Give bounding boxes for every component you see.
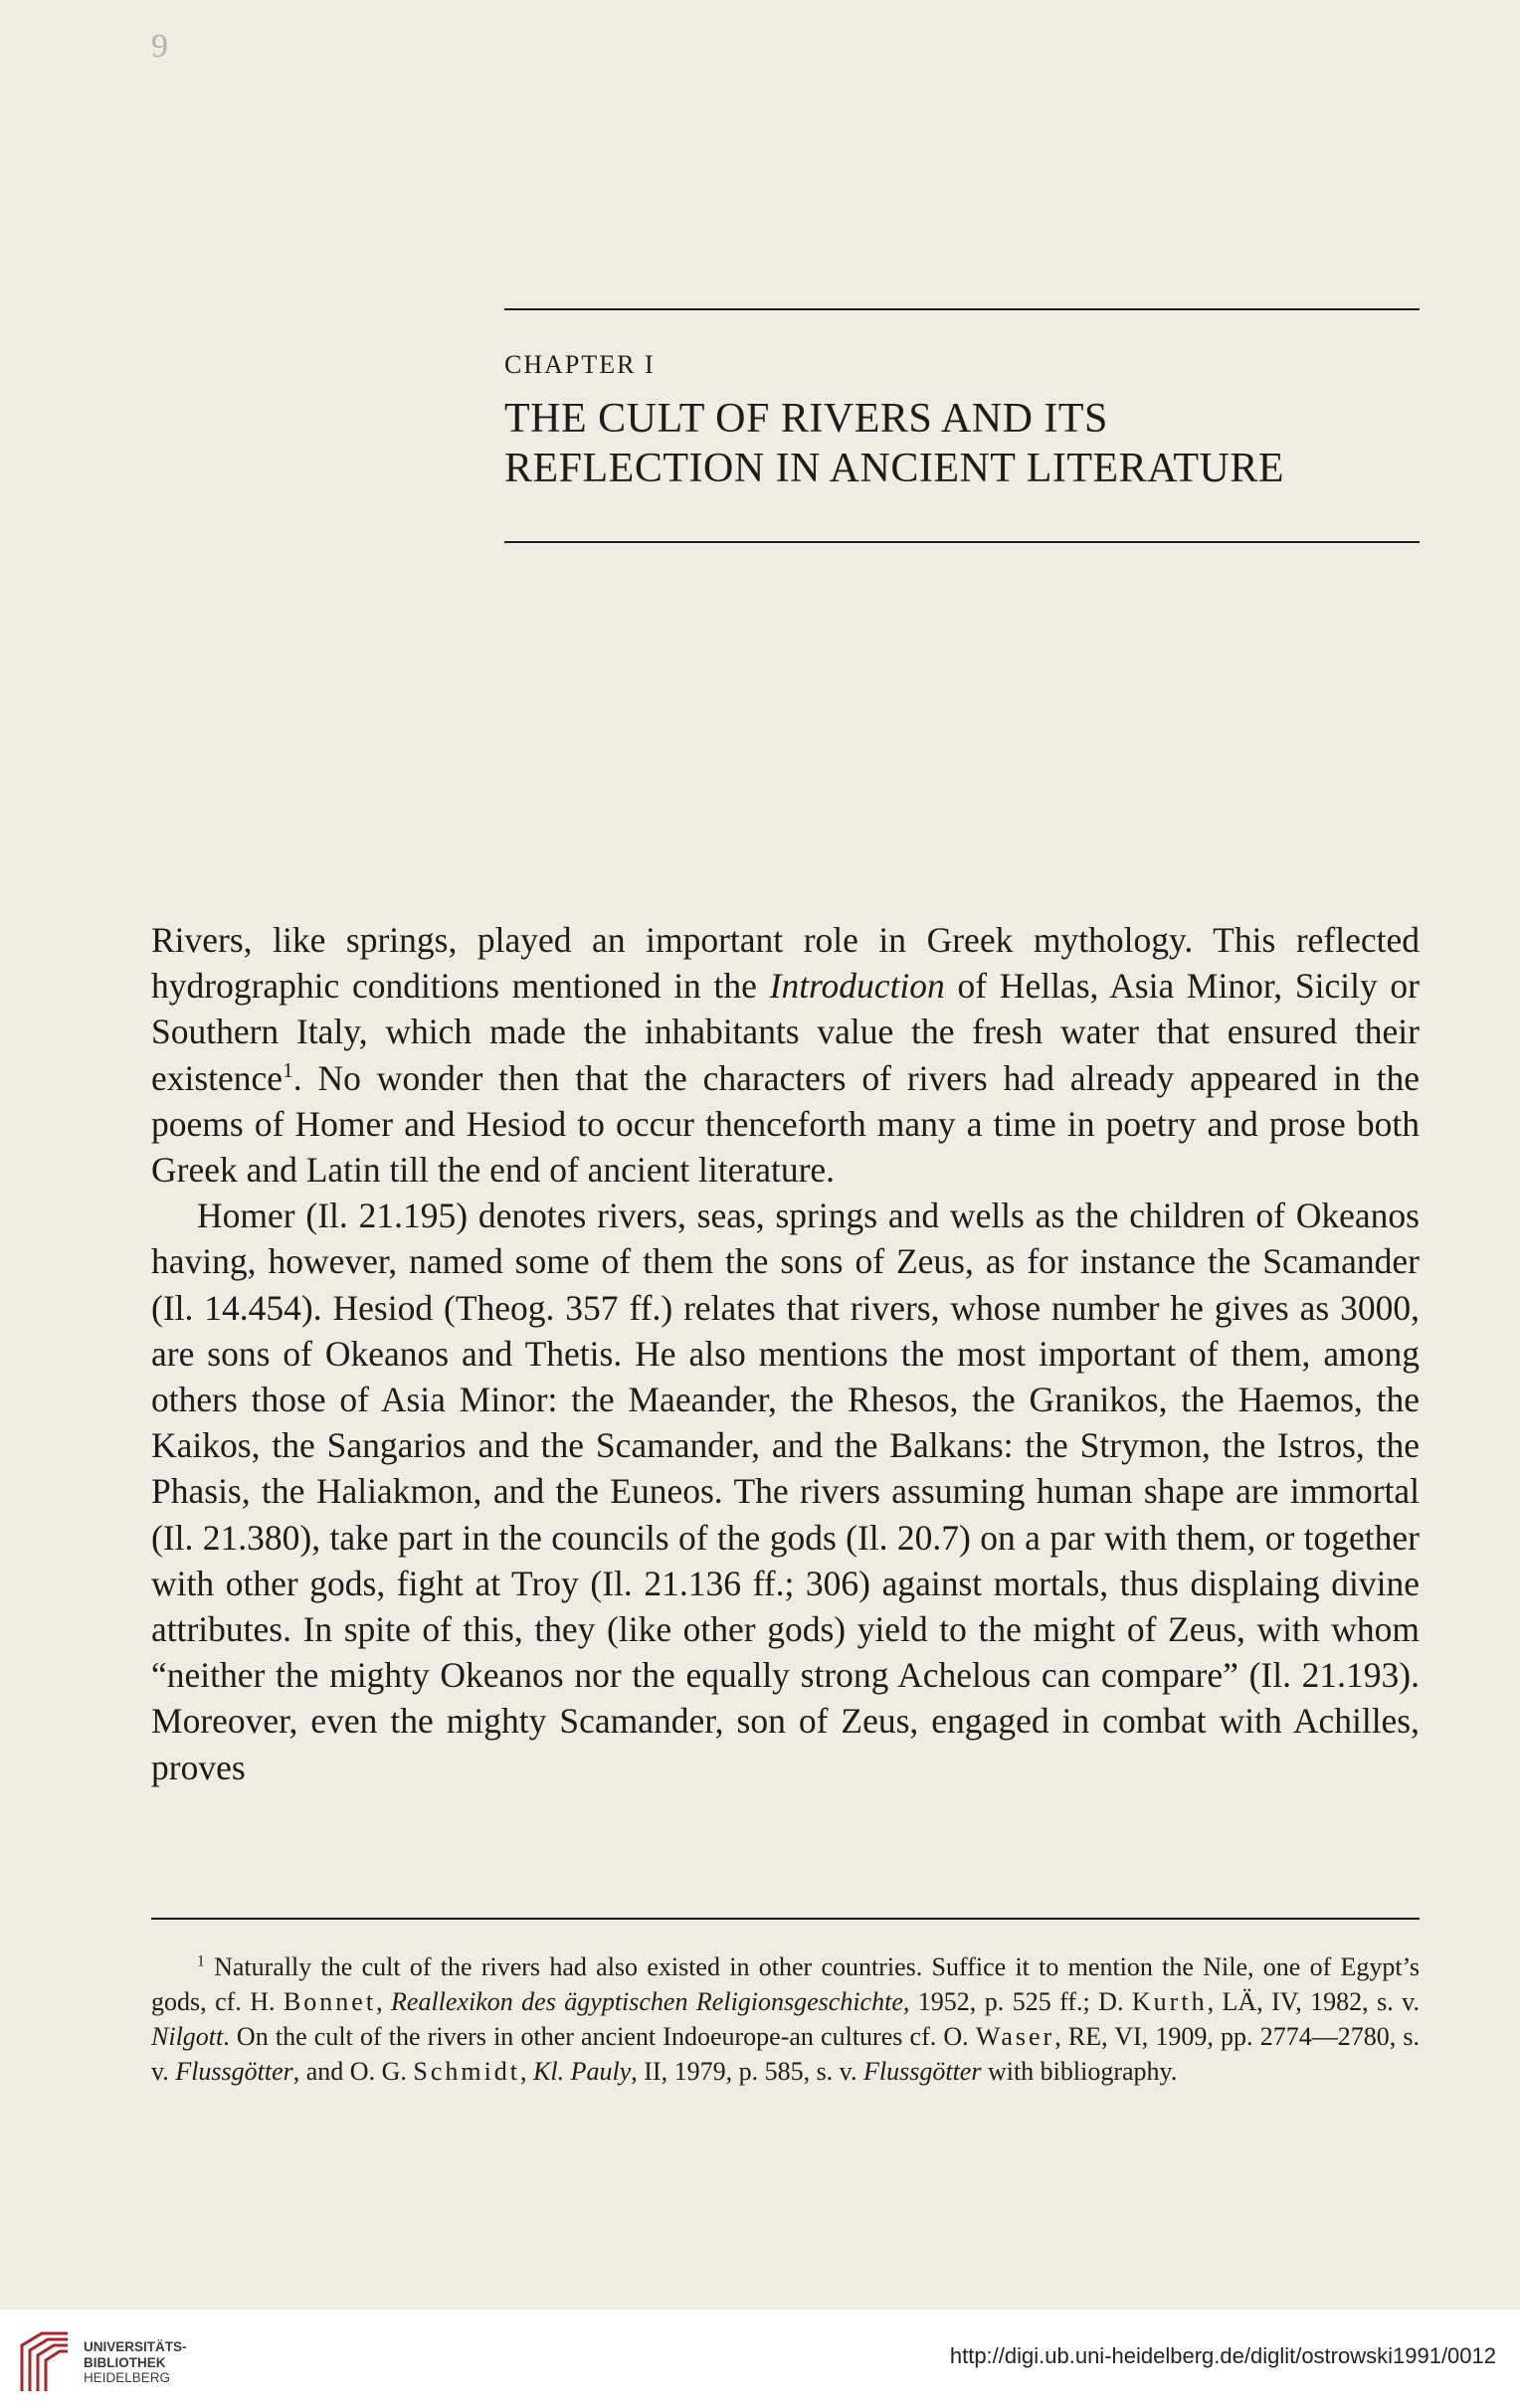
work-title: Nilgott [151,2022,224,2051]
library-logo-icon [18,2331,72,2393]
chapter-bottom-rule [504,541,1420,543]
page-number: 9 [151,28,170,65]
footnote-rule [151,1918,1420,1920]
footnote-text: , 1952, p. 525 ff.; D. [902,1987,1132,2016]
author-name: Bonnet [283,1987,377,2016]
paragraph-1 [151,917,1420,1193]
paragraph-1-text-end: . No wonder then that the characters of rivers had already appeared in the poems of Homer and Hesiod to occur thenceforth many a time in poetry and prose both Greek and Latin till the end of ancient literature. [151,1057,1420,1191]
library-logo-text [84,2339,187,2386]
work-title: Flussgötter [863,2057,982,2086]
footnote-text: , II, 1979, p. 585, s. v. [631,2057,863,2086]
footnote-text: , and O. G. [292,2057,414,2086]
chapter-label: CHAPTER I [504,350,656,379]
body-text [151,917,1420,1790]
logo-line-1: UNIVERSITÄTS- [84,2339,187,2354]
author-name: Waser [975,2022,1055,2051]
work-title: Kl. Pauly [533,2057,632,2086]
footnote-text: , LÄ, IV, 1982, s. v. [1207,1987,1420,2016]
work-title: Flussgötter [175,2057,293,2086]
author-name: Schmidt [413,2057,521,2086]
chapter-top-rule [504,308,1420,310]
footnote-text: with bibliography. [981,2057,1178,2086]
italic-term: Introduction [769,966,945,1007]
footnote [151,1949,1420,2089]
footnote-text: , [376,1987,392,2016]
paragraph-1-text: Rivers, like springs, played an important role in Greek mythology. This reflected hydrographic conditions mentioned in the [151,920,1420,1007]
paragraph-2: Homer (Il. 21.195) denotes rivers, seas, springs and wells as the children of Okeanos having, however, named some of them the sons of Zeus, as for instance the Scamander (Il. 14.454). Hesiod (Theog. 357 ff.) relates that rivers, whose number he gives as 3000, are sons of Okeanos and Thetis. He also mentions the most important of them, among others those of Asia Minor: the Maeander, the Rhesos, the Granikos, the Haemos, the Kaikos, the Sangarios and the Scamander, and the Balkans: the Strymon, the Istros, the Phasis, the Haliakmon, and the Euneos. The rivers assuming human shape are immortal (Il. 21.380), take part in the councils of the gods (Il. 20.7) on a par with them, or together with other gods, fight at Troy (Il. 21.136 ff.; 306) against mortals, thus displaing divine attributes. In spite of this, they (like other gods) yield to the might of Zeus, with whom “neither the mighty Okeanos nor the equally strong Achelous can compare” (Il. 21.193). Moreover, even the mighty Scamander, son of Zeus, engaged in combat with Achilles, proves [151,1196,1420,1787]
permalink-url[interactable]: http://digi.ub.uni-heidelberg.de/diglit/ostrowski1991/0012 [949,2343,1496,2368]
footnote-reference[interactable]: 1 [283,1057,293,1082]
logo-line-3: HEIDELBERG [84,2370,171,2385]
work-title: Reallexikon des ägyptischen Religionsgeschichte [391,1987,903,2016]
footnote-text: , RE, VI, 1909, pp. 2774—2780, s. v. [151,2022,1421,2086]
paragraph-1-text-continued: of Hellas, Asia Minor, Sicily or Southern Italy, which made the inhabitants value the fresh water that ensured their existence [151,966,1420,1098]
footnote-marker: 1 [197,1952,205,1970]
author-name: Kurth [1131,1987,1208,2016]
footnote-1 [151,1949,1420,2089]
logo-line-2: BIBLIOTHEK [84,2354,166,2370]
footnote-text: Naturally the cult of the rivers had also existed in other countries. Suffice it to mention the Nile, one of Egypt’s gods, cf. H. [151,1952,1420,2016]
digitization-footer [0,2310,1520,2408]
footnote-text: , [520,2057,534,2086]
footnote-text: . On the cult of the rivers in other ancient Indoeurope-an cultures cf. O. [223,2022,976,2051]
chapter-title-line-1: THE CULT OF RIVERS AND ITS [504,396,1108,442]
chapter-title-line-2: REFLECTION IN ANCIENT LITERATURE [504,446,1284,491]
chapter-title [504,394,1420,493]
